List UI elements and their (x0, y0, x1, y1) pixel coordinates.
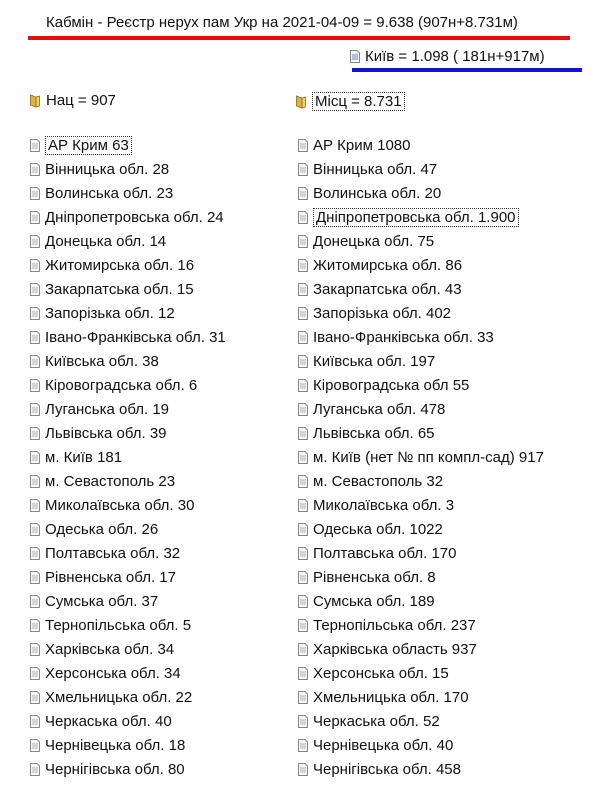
list-item[interactable] (298, 565, 544, 589)
document-icon (298, 667, 308, 680)
document-icon (30, 523, 40, 536)
list-item-label: м. Київ 181 (45, 448, 123, 466)
list-item[interactable] (30, 301, 226, 325)
document-icon (298, 643, 308, 656)
list-item-label: Львівська обл. 39 (45, 424, 167, 442)
list-item[interactable] (298, 757, 544, 781)
document-icon (298, 355, 308, 368)
document-icon (298, 331, 308, 344)
list-item[interactable] (30, 661, 226, 685)
list-item[interactable] (298, 661, 544, 685)
list-item[interactable] (30, 541, 226, 565)
document-icon (298, 307, 308, 320)
document-icon (298, 259, 308, 272)
list-item-label: Хмельницька обл. 22 (45, 688, 193, 706)
list-item[interactable] (30, 613, 226, 637)
list-item-label: Хмельницька обл. 170 (313, 688, 469, 706)
list-item[interactable] (298, 253, 544, 277)
list-item-label: Харківська обл. 34 (45, 640, 175, 658)
document-icon (30, 283, 40, 296)
document-icon (298, 235, 308, 248)
list-item[interactable] (298, 589, 544, 613)
list-item-label: Івано-Франківська обл. 31 (45, 328, 226, 346)
list-item[interactable] (298, 685, 544, 709)
document-icon (30, 163, 40, 176)
list-item[interactable] (30, 181, 226, 205)
document-icon (30, 475, 40, 488)
document-icon (298, 211, 308, 224)
document-icon (30, 499, 40, 512)
document-icon (298, 619, 308, 632)
list-item-label: Одеська обл. 26 (45, 520, 159, 538)
list-item[interactable] (30, 469, 226, 493)
document-icon (30, 187, 40, 200)
list-item-label: Житомирська обл. 86 (313, 256, 463, 274)
list-item-label: Чернівецька обл. 18 (45, 736, 186, 754)
list-item[interactable] (298, 637, 544, 661)
document-icon (298, 547, 308, 560)
list-item-label: Волинська обл. 23 (45, 184, 174, 202)
document-icon (298, 499, 308, 512)
document-icon (298, 475, 308, 488)
list-item[interactable] (30, 709, 226, 733)
list-item-label: Донецька обл. 14 (45, 232, 167, 250)
list-item[interactable] (30, 445, 226, 469)
list-item-label: Харківська область 937 (313, 640, 477, 658)
list-item[interactable] (30, 277, 226, 301)
list-item-label: АР Крим 1080 (313, 136, 411, 154)
list-item-label: Дніпропетровська обл. 24 (45, 208, 224, 226)
list-item[interactable] (30, 733, 226, 757)
list-item-label: Донецька обл. 75 (313, 232, 435, 250)
list-item-label: м. Севастополь 23 (45, 472, 176, 490)
list-item[interactable] (298, 301, 544, 325)
list-item-label: Львівська обл. 65 (313, 424, 435, 442)
list-item-label: Запорізька обл. 12 (45, 304, 175, 322)
list-item[interactable] (30, 517, 226, 541)
list-item-label: Київська обл. 38 (45, 352, 159, 370)
list-item[interactable] (30, 421, 226, 445)
list-item-label: Черкаська обл. 52 (313, 712, 440, 730)
document-icon (30, 547, 40, 560)
list-item-label: Полтавська обл. 32 (45, 544, 181, 562)
list-item-label: Волинська обл. 20 (313, 184, 442, 202)
document-icon (298, 595, 308, 608)
kyiv-summary-item[interactable] (350, 48, 545, 65)
document-icon (30, 331, 40, 344)
list-item-label: Херсонська обл. 34 (45, 664, 181, 682)
list-item[interactable] (30, 493, 226, 517)
document-icon (30, 643, 40, 656)
document-icon (30, 259, 40, 272)
folder-local-label: Місц = 8.731 (312, 92, 405, 111)
document-icon (298, 571, 308, 584)
document-icon (298, 379, 308, 392)
list-item[interactable] (30, 205, 226, 229)
list-item[interactable] (30, 565, 226, 589)
list-item-label: Полтавська обл. 170 (313, 544, 457, 562)
list-item[interactable] (298, 397, 544, 421)
list-item[interactable] (30, 349, 226, 373)
document-icon (30, 595, 40, 608)
list-item[interactable] (298, 373, 544, 397)
list-item-label: Закарпатська обл. 15 (45, 280, 194, 298)
list-item[interactable] (298, 277, 544, 301)
list-item-label: Вінницька обл. 28 (45, 160, 170, 178)
list-item-label: Запорізька обл. 402 (313, 304, 452, 322)
list-item[interactable] (298, 325, 544, 349)
document-icon (30, 307, 40, 320)
list-item[interactable] (298, 493, 544, 517)
list-item[interactable] (30, 589, 226, 613)
document-icon (298, 163, 308, 176)
list-item[interactable] (30, 253, 226, 277)
list-item-label: Миколаївська обл. 3 (313, 496, 455, 514)
list-item[interactable] (30, 685, 226, 709)
document-icon (30, 691, 40, 704)
list-item-label: Вінницька обл. 47 (313, 160, 438, 178)
list-item[interactable] (298, 181, 544, 205)
document-icon (30, 139, 40, 152)
list-item-label: Миколаївська обл. 30 (45, 496, 195, 514)
document-icon (30, 379, 40, 392)
list-item-label: Тернопільська обл. 237 (313, 616, 476, 634)
national-list (30, 133, 226, 781)
document-icon (298, 451, 308, 464)
folder-national[interactable] (30, 92, 116, 109)
local-list (298, 133, 544, 781)
list-item-label: Черкаська обл. 40 (45, 712, 172, 730)
list-item-label: Кіровоградська обл 55 (313, 376, 470, 394)
list-item[interactable] (30, 325, 226, 349)
kyiv-summary-label: Київ = 1.098 ( 181н+917м) (365, 48, 545, 65)
list-item[interactable] (298, 421, 544, 445)
list-item-label: Сумська обл. 37 (45, 592, 159, 610)
document-icon (30, 451, 40, 464)
list-item-label: Дніпропетровська обл. 1.900 (313, 208, 519, 227)
document-icon (30, 739, 40, 752)
list-item-label: м. Київ (нет № пп компл-сад) 917 (313, 448, 544, 466)
document-icon (30, 571, 40, 584)
document-icon (298, 715, 308, 728)
list-item-label: Кіровоградська обл. 6 (45, 376, 198, 394)
list-item-label: Чернігівська обл. 80 (45, 760, 185, 778)
list-item[interactable] (298, 709, 544, 733)
list-item-label: Луганська обл. 19 (45, 400, 170, 418)
document-icon (298, 403, 308, 416)
document-icon (30, 211, 40, 224)
document-icon (30, 619, 40, 632)
list-item[interactable] (30, 157, 226, 181)
list-item[interactable] (30, 397, 226, 421)
list-item[interactable] (298, 469, 544, 493)
blank-patch (512, 84, 552, 96)
list-item-label: Херсонська обл. 15 (313, 664, 449, 682)
list-item[interactable] (298, 541, 544, 565)
list-item[interactable] (298, 157, 544, 181)
list-item[interactable] (30, 373, 226, 397)
list-item-label: Тернопільська обл. 5 (45, 616, 192, 634)
document-icon (30, 355, 40, 368)
document-icon (30, 427, 40, 440)
list-item[interactable] (298, 133, 544, 157)
list-item-label: Рівненська обл. 8 (313, 568, 436, 586)
list-item[interactable] (30, 133, 226, 157)
list-item-label: Житомирська обл. 16 (45, 256, 195, 274)
document-icon (298, 691, 308, 704)
list-item-label: Київська обл. 197 (313, 352, 436, 370)
document-icon (30, 403, 40, 416)
page-title: Кабмін - Реєстр нерух пам Укр на 2021-04-09 = 9.638 (907н+8.731м) (46, 14, 518, 31)
document-icon (30, 763, 40, 776)
list-item[interactable] (30, 637, 226, 661)
list-item-label: Сумська обл. 189 (313, 592, 435, 610)
document-icon (298, 283, 308, 296)
document-icon (298, 427, 308, 440)
folder-icon (296, 95, 306, 109)
list-item[interactable] (30, 229, 226, 253)
document-icon (30, 667, 40, 680)
list-item[interactable] (298, 613, 544, 637)
list-item[interactable] (298, 349, 544, 373)
list-item-label: Івано-Франківська обл. 33 (313, 328, 494, 346)
list-item-label: Луганська обл. 478 (313, 400, 446, 418)
list-item[interactable] (298, 205, 544, 229)
list-item[interactable] (298, 517, 544, 541)
kyiv-underline-blue (352, 68, 582, 72)
list-item-label: АР Крим 63 (45, 136, 132, 155)
document-icon (30, 715, 40, 728)
list-item-label: Закарпатська обл. 43 (313, 280, 462, 298)
document-icon (298, 763, 308, 776)
document-icon (350, 50, 360, 63)
list-item-label: Чернівецька обл. 40 (313, 736, 454, 754)
document-icon (298, 187, 308, 200)
document-icon (298, 523, 308, 536)
folder-local[interactable] (296, 92, 405, 111)
list-item[interactable] (30, 757, 226, 781)
list-item-label: Чернігівська обл. 458 (313, 760, 461, 778)
list-item-label: Одеська обл. 1022 (313, 520, 443, 538)
document-icon (30, 235, 40, 248)
list-item[interactable] (298, 445, 544, 469)
list-item-label: Рівненська обл. 17 (45, 568, 176, 586)
list-item-label: м. Севастополь 32 (313, 472, 444, 490)
title-underline-red (28, 36, 570, 40)
list-item[interactable] (298, 733, 544, 757)
folder-national-label: Нац = 907 (46, 92, 116, 109)
folder-icon (30, 94, 40, 108)
document-icon (298, 739, 308, 752)
document-icon (298, 139, 308, 152)
list-item[interactable] (298, 229, 544, 253)
